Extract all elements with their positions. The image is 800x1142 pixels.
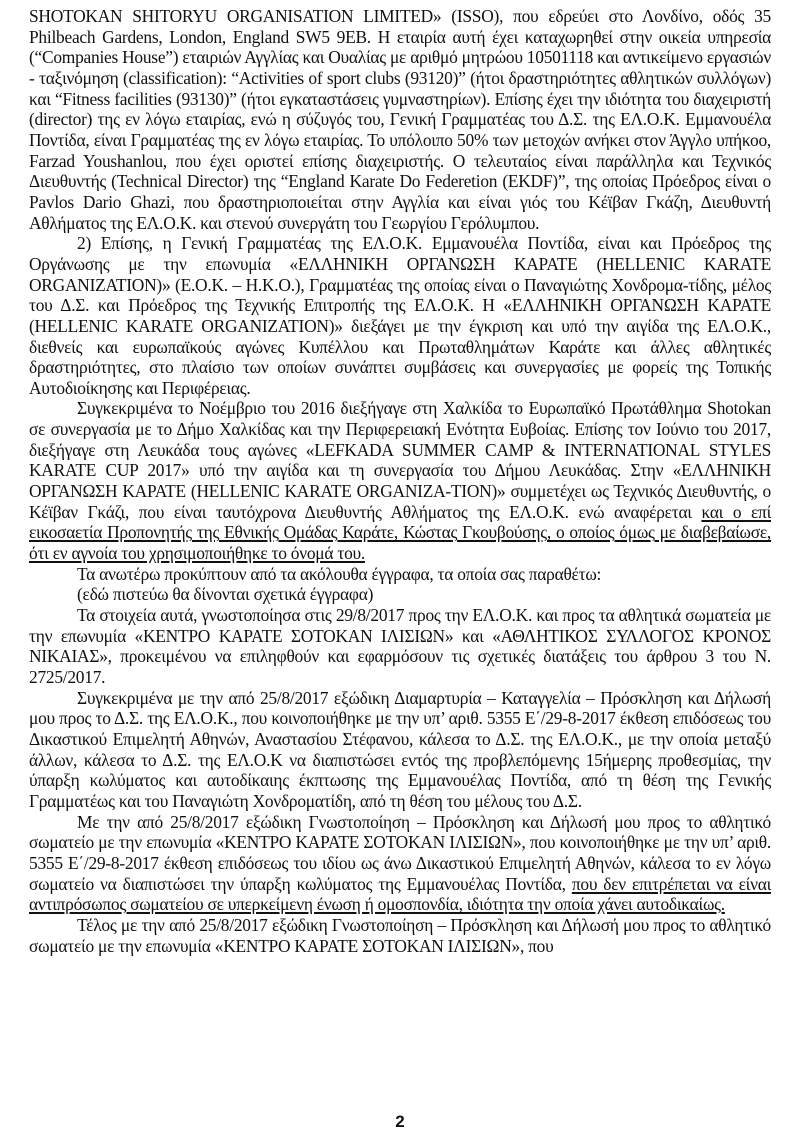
paragraph-notification (29, 605, 771, 688)
page-number: 2 (395, 1112, 405, 1131)
text-segment: Τέλος με την από 25/8/2017 εξώδικη Γνωστοποίηση – Πρόσκληση και Δήλωσή μου προς το αθλητικό σωματείο με την επωνυμία «ΚΕΝΤΡΟ ΚΑΡΑΤΕ ΣΟΤΟΚΑΝ ΙΛΙΣΙΩΝ», που (29, 914, 771, 956)
paragraph-isso-company (29, 6, 771, 233)
paragraph-final-notice (29, 915, 771, 956)
text-segment: (εδώ πιστεύω θα δίνονται σχετικά έγγραφα) (77, 584, 374, 605)
paragraph-notice-club (29, 812, 771, 915)
text-segment: SHOTOKAN SHITORYU ORGANISATION LIMITED» (ISSO), που εδρεύει στο Λονδίνο, οδός 35 Philbeach Gardens, London, England SW5 9EB. Η εταιρία αυτή έχει καταχωρηθεί στην οικεία υπηρεσία (“Companies House”) εταιριών Αγγλίας και Ουαλίας με αριθμό μητρώου 10501118 και αντικείμενο εργασιών - ταξινόμηση (classification): “Activities of sport clubs (93120)” (ήτοι δραστηριότητες αθλητικών συλλόγων) και “Fitness facilities (93130)” (ήτοι εγκαταστάσεις γυμναστηρίων). Επίσης έχει την ιδιότητα του διαχειριστή (director) της εν λόγω εταιρίας, ενώ η σύζυγός του, Γενική Γραμματέας του Δ.Σ. της ΕΛ.Ο.Κ. Εμμανουέλα Ποντίδα, είναι Γραμματέας της εν λόγω εταιρίας. Το υπόλοιπο 50% των μετοχών ανήκει στον Άγγλο υπήκοο, Farzad Youshanlou, που έχει οριστεί επίσης διαχειριστής. Ο τελευταίος είναι παράλληλα και Τεχνικός Διευθυντής (Technical Director) της “England Karate Do Federetion (EKDF)”, της οποίας Πρόεδρος είναι ο Pavlos Dario Ghazi, που δραστηριοποιείται στην Αγγλία και είναι γιός του Κέϊβαν Γκάζη, Διευθυντή Αθλήματος της ΕΛ.Ο.Κ. και στενού συνεργάτη του Γεωργίου Γερόλυμπου. (29, 6, 771, 233)
document-body (29, 6, 771, 956)
text-segment: Τα ανωτέρω προκύπτουν από τα ακόλουθα έγγραφα, τα οποία σας παραθέτω: (77, 563, 602, 584)
text-segment: Συγκεκριμένα το Νοέμβριο του 2016 διεξήγαγε στη Χαλκίδα το Ευρωπαϊκό Πρωτάθλημα Shotokan σε συνεργασία με το Δήμο Χαλκίδας και την Περιφερειακή Ενότητα Ευβοίας. Επίσης τον Ιούνιο του 2017, διεξήγαγε στη Λευκάδα τους αγώνες «LEFKADA SUMMER CAMP & INTERNATIONAL STYLES KARATE CUP 2017» υπό την αιγίδα και τη συνεργασία του Δήμου Λευκάδας. Στην «ΕΛΛΗΝΙΚΗ ΟΡΓΑΝΩΣΗ ΚΑΡΑΤΕ (HELLENIC KARATE ORGANIZA-TION)» συμμετέχει ως Τεχνικός Διευθυντής, ο Κέϊβαν Γκάζι, που είναι ταυτόχρονα Διευθυντής Αθλήματος της ΕΛ.Ο.Κ. ενώ αναφέρεται (29, 398, 771, 522)
paragraph-documents-intro (29, 564, 771, 585)
paragraph-protest-elok (29, 688, 771, 812)
text-segment: Με την από 25/8/2017 εξώδικη Γνωστοποίηση – Πρόσκληση και Δήλωσή μου προς το αθλητικό σωματείο με την επωνυμία «ΚΕΝΤΡΟ ΚΑΡΑΤΕ ΣΟΤΟΚΑΝ ΙΛΙΣΙΩΝ», που κοινοποιήθηκε με την υπ’ αριθ. 5355 Ε΄/29-8-2017 έκθεση επιδόσεως του ιδίου ως άνω Δικαστικού Επιμελητή Αθηνών, κάλεσα το εν λόγω σωματείο να διαπιστώσει την ύπαρξη κωλύματος της Εμμανουέλας Ποντίδα, (29, 811, 771, 894)
text-segment: Τα στοιχεία αυτά, γνωστοποίησα στις 29/8/2017 προς την ΕΛ.Ο.Κ. και προς τα αθλητικά σωματεία με την επωνυμία «ΚΕΝΤΡΟ ΚΑΡΑΤΕ ΣΟΤΟΚΑΝ ΙΛΙΣΙΩΝ» και «ΑΘΛΗΤΙΚΟΣ ΣΥΛΛΟΓΟΣ ΚΡΟΝΟΣ ΝΙΚΑΙΑΣ», προκειμένου να επιληφθούν και εφαρμόσουν τις σχετικές διατάξεις του άρθρου 3 του Ν. 2725/2017. (29, 605, 771, 687)
underlined-text-segment: που δεν επιτρέπεται να είναι αντιπρόσωπος σωματείου σε υπερκείμενη ένωση ή ομοσπονδία, ιδιότητα την οποία χάνει αυτοδικαίως. (29, 873, 771, 915)
underlined-text-segment: και ο επί εικοσαετία Προπονητής της Εθνικής Ομάδας Καράτε, Κώστας Γκουβούσης, ο οποίος όμως με διαβεβαίωσε, ότι εν αγνοία του χρησιμοποιήθηκε το όνομά του. (29, 501, 771, 564)
paragraph-hko-organization (29, 233, 771, 398)
text-segment: 2) Επίσης, η Γενική Γραμματέας της ΕΛ.Ο.Κ. Εμμανουέλα Ποντίδα, είναι και Πρόεδρος της Οργάνωσης με την επωνυμία «ΕΛΛΗΝΙΚΗ ΟΡΓΑΝΩΣΗ ΚΑΡΑΤΕ (HELLENIC KARATE ORGANIZATION)» (Ε.Ο.Κ. – Η.Κ.Ο.), Γραμματέας της οποίας είναι ο Παναγιώτης Χονδρομα-τίδης, μέλος του Δ.Σ. και Πρόεδρος της Τεχνικής Επιτροπής της ΕΛ.Ο.Κ. Η «ΕΛΛΗΝΙΚΗ ΟΡΓΑΝΩΣΗ ΚΑΡΑΤΕ (HELLENIC KARATE ORGANIZATION)» διεξάγει με την έγκριση και υπό την αιγίδα της ΕΛ.Ο.Κ., διεθνείς και ευρωπαϊκούς αγώνες Κυπέλλου και Πρωταθλημάτων Καράτε και άλλες αθλητικές δραστηριότητες, στο πλαίσιο των οποίων συνάπτει συμβάσεις και συνεργασίες με φορείς της Τοπικής Αυτοδιοίκησης και Περιφέρειας. (29, 233, 771, 398)
paragraph-documents-note (29, 584, 771, 605)
paragraph-events (29, 398, 771, 563)
text-segment: Συγκεκριμένα με την από 25/8/2017 εξώδικη Διαμαρτυρία – Καταγγελία – Πρόσκληση και Δήλωσή μου προς το Δ.Σ. της ΕΛ.Ο.Κ., που κοινοποιήθηκε με την υπ’ αριθ. 5355 Ε΄/29-8-2017 έκθεση επιδόσεως του Δικαστικού Επιμελητή Αθηνών, Αναστασίου Στέφανου, κάλεσα το Δ.Σ. της ΕΛ.Ο.Κ., με την οποία μεταξύ άλλων, κάλεσα το Δ.Σ. της ΕΛ.Ο.Κ να διαπιστώσει εντός της προβλεπόμενης 15ήμερης προθεσμίας, την ύπαρξη κωλύματος και αυτοδίκαιης έκπτωσης της Εμμανουέλας Ποντίδα, από τη θέση της Γενικής Γραμματέως και του Παναγιώτη Χονδροματίδη, από τη θέση του μέλους του Δ.Σ. (29, 687, 771, 811)
